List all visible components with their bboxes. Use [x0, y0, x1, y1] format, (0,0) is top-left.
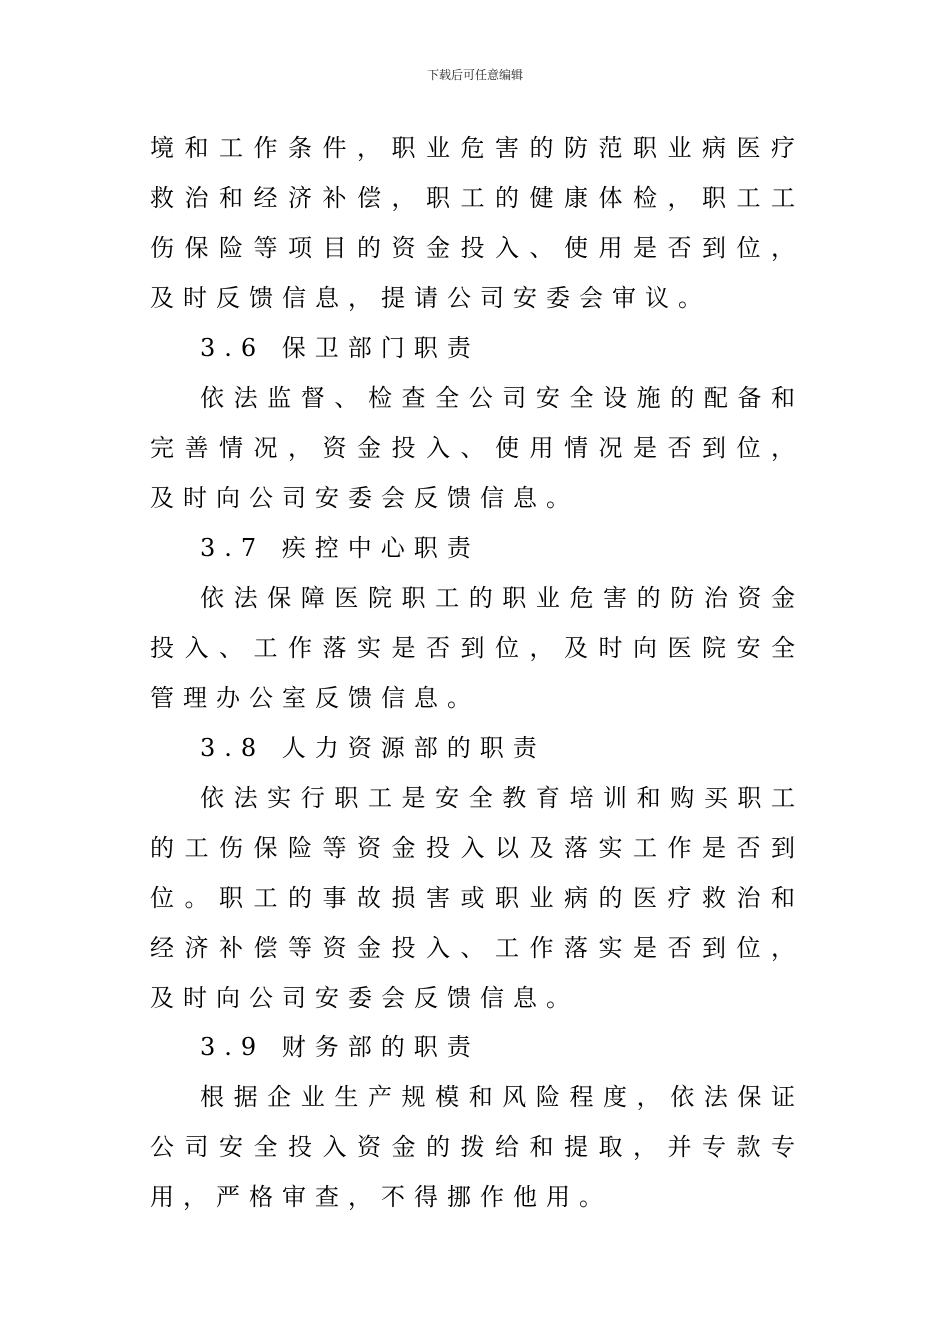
paragraph-line: 依法监督、检查全公司安全设施的配备和: [200, 384, 795, 412]
paragraph-line: 依法实行职工是安全教育培训和购买职工: [200, 784, 795, 812]
paragraph-line: 用，严格审查，不得挪作他用。: [150, 1183, 612, 1211]
paragraph-line: 救治和经济补偿，职工的健康体检，职工工: [150, 184, 795, 212]
paragraph-line: 投入、工作落实是否到位，及时向医院安全: [150, 634, 795, 662]
section-heading: 3.7 疾控中心职责: [200, 534, 480, 562]
paragraph-line: 完善情况，资金投入、使用情况是否到位，: [150, 434, 795, 462]
paragraph-line: 经济补偿等资金投入、工作落实是否到位，: [150, 934, 795, 962]
section-heading: 3.8 人力资源部的职责: [200, 734, 546, 762]
paragraph-line: 管理办公室反馈信息。: [150, 684, 480, 712]
paragraph-line: 的工伤保险等资金投入以及落实工作是否到: [150, 834, 795, 862]
paragraph-line: 境和工作条件，职业危害的防范职业病医疗: [150, 134, 795, 162]
paragraph-line: 依法保障医院职工的职业危害的防治资金: [200, 584, 795, 612]
paragraph-line: 及时向公司安委会反馈信息。: [150, 484, 579, 512]
section-heading: 3.9 财务部的职责: [200, 1033, 480, 1061]
paragraph-line: 及时反馈信息，提请公司安委会审议。: [150, 284, 711, 312]
paragraph-line: 根据企业生产规模和风险程度，依法保证: [200, 1083, 795, 1111]
paragraph-line: 位。职工的事故损害或职业病的医疗救治和: [150, 884, 795, 912]
page-header: 下载后可任意编辑: [426, 68, 523, 82]
paragraph-line: 公司安全投入资金的拨给和提取，并专款专: [150, 1133, 795, 1161]
paragraph-line: 及时向公司安委会反馈信息。: [150, 984, 579, 1012]
section-heading: 3.6 保卫部门职责: [200, 334, 480, 362]
paragraph-line: 伤保险等项目的资金投入、使用是否到位，: [150, 234, 795, 262]
